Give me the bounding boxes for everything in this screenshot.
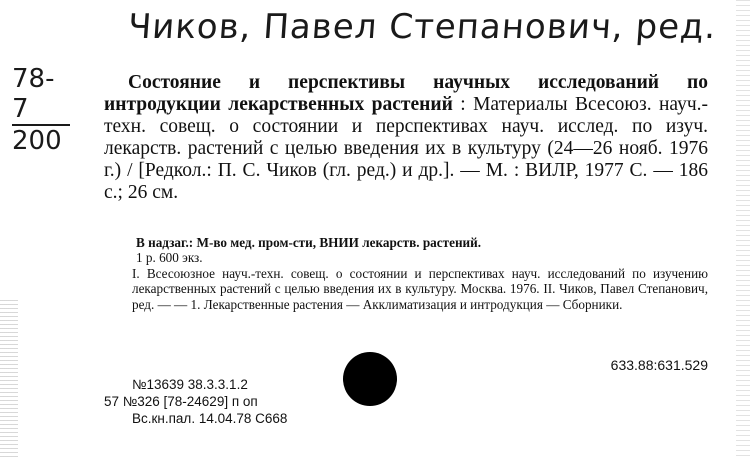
handwritten-heading: Чиков, Павел Степанович, ред. <box>126 7 718 47</box>
entry-title: Состояние и перспективы научных исследований по интродукции лекарственных растений <box>104 72 708 115</box>
accession-block <box>104 376 364 427</box>
punch-hole <box>343 352 397 406</box>
accession-line-2: 57 №326 [78-24629] п оп <box>104 394 258 409</box>
call-number-top: 78-7 <box>12 64 70 126</box>
supervision-note: В надзаг.: М-во мед. пром-сти, ВНИИ лекарств. растений. <box>136 235 482 250</box>
call-number <box>12 64 82 156</box>
card-edge-texture <box>0 300 18 457</box>
accession-line-1: №13639 38.3.3.1.2 <box>132 377 248 392</box>
price-note: 1 р. 600 экз. <box>136 250 203 266</box>
tracing-note: I. Всесоюзное науч.-техн. совещ. о состоянии и перспективах науч. исследований по изучению лекарственных растений с целью введения их в культуру. Москва. 1976. II. Чиков, Павел Степанович, ред. — — 1. Лекарственные растения — Акклиматизация и интродукция — Сборники. <box>132 265 708 312</box>
entry-body: : Материалы Всесоюз. науч.-техн. совещ. о состоянии и перспективах науч. исслед. по изуч. лекарств. растений с целью введения их в культуру (24—26 нояб. 1976 г.) / [Редкол.: П. С. Чиков (гл. ред.) и др.]. — М. : ВИЛР, 1977 С. — 186 с.; 26 см. <box>104 94 708 203</box>
card-notes <box>104 235 708 312</box>
card-edge-texture <box>736 0 750 457</box>
bibliographic-entry <box>104 72 708 204</box>
accession-line-3: Вс.кн.пал. 14.04.78 С668 <box>132 411 288 426</box>
classification-number: 633.88:631.529 <box>610 357 708 373</box>
call-number-bottom: 200 <box>12 126 62 156</box>
